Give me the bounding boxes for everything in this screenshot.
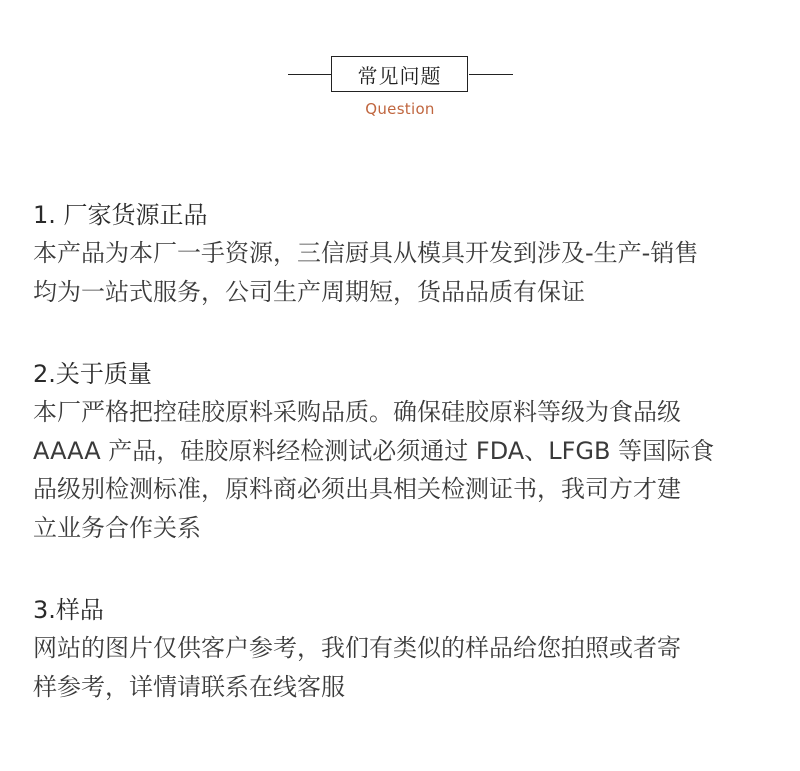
faq-header — [0, 0, 800, 130]
faq-answer-line: 均为一站式服务，公司生产周期短，货品品质有保证 — [33, 277, 585, 306]
faq-answer — [33, 629, 778, 706]
faq-answer-line: 本厂严格把控硅胶原料采购品质。确保硅胶原料等级为食品级 — [33, 398, 681, 426]
page-subtitle: Question — [365, 100, 435, 118]
faq-item-quality — [33, 355, 778, 547]
faq-item-samples — [33, 591, 778, 706]
faq-answer — [33, 234, 778, 311]
faq-answer-line: 立业务合作关系 — [33, 513, 201, 542]
faq-answer-line: AAAA 产品，硅胶原料经检测试必须通过 FDA、LFGB 等国际食 — [33, 436, 715, 465]
faq-heading: 3.样品 — [33, 596, 104, 624]
faq-heading: 1. 厂家货源正品 — [33, 201, 208, 229]
page-title: 常见问题 — [331, 56, 468, 92]
title-rule-left — [288, 74, 332, 75]
title-rule-right — [469, 74, 513, 75]
faq-answer-line: 网站的图片仅供客户参考，我们有类似的样品给您拍照或者寄 — [33, 634, 681, 662]
faq-answer-line: 样参考，详情请联系在线客服 — [33, 672, 345, 701]
faq-item-source — [33, 196, 778, 311]
faq-answer — [33, 393, 778, 547]
faq-list — [33, 196, 778, 706]
faq-answer-line: 本产品为本厂一手资源，三信厨具从模具开发到涉及-生产-销售 — [33, 239, 699, 267]
faq-answer-line: 品级别检测标准，原料商必须出具相关检测证书，我司方才建 — [33, 475, 681, 503]
faq-heading: 2.关于质量 — [33, 360, 152, 388]
